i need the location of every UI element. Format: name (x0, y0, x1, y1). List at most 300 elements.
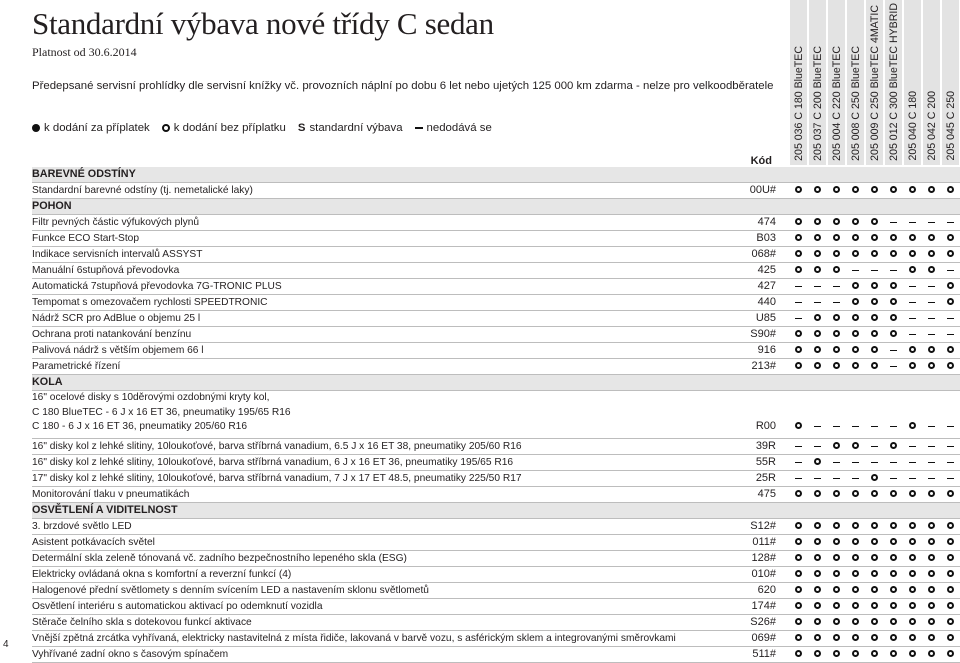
availability-cell (809, 519, 826, 534)
availability-cell (923, 455, 940, 470)
ring-dot-icon (928, 602, 935, 609)
ring-dot-icon (909, 570, 916, 577)
availability-cell (828, 583, 845, 598)
option-code: 475 (757, 488, 776, 500)
availability-cell (885, 295, 902, 310)
ring-dot-icon (890, 522, 897, 529)
dash-icon (852, 478, 859, 479)
ring-dot-icon (852, 234, 859, 241)
model-column-header (923, 0, 940, 165)
availability-cell (809, 599, 826, 614)
availability-cell (942, 535, 959, 550)
ring-dot-icon (871, 618, 878, 625)
availability-cell (847, 631, 864, 646)
option-code: 511# (752, 648, 776, 660)
ring-dot-icon (909, 362, 916, 369)
table-row (32, 327, 960, 343)
availability-cell (904, 231, 921, 246)
dash-icon (795, 286, 802, 287)
code-column-header: Kód (750, 155, 772, 167)
availability-cell (809, 183, 826, 198)
availability-cell (847, 583, 864, 598)
availability-cell (942, 583, 959, 598)
ring-dot-icon (947, 602, 954, 609)
availability-cell (790, 583, 807, 598)
ring-dot-icon (871, 282, 878, 289)
availability-cell (828, 471, 845, 486)
ring-dot-icon (795, 586, 802, 593)
availability-cell (847, 215, 864, 230)
ring-dot-icon (852, 634, 859, 641)
availability-cell (790, 343, 807, 358)
ring-dot-icon (909, 602, 916, 609)
dash-icon (852, 426, 859, 427)
dash-icon (833, 286, 840, 287)
availability-cell (809, 439, 826, 454)
availability-cell (942, 419, 959, 434)
availability-cell (923, 615, 940, 630)
model-column-label: 205 040 C 180 (907, 91, 919, 161)
availability-cell (790, 535, 807, 550)
option-code: 128# (751, 552, 776, 564)
ring-dot-icon (833, 218, 840, 225)
availability-cell (790, 599, 807, 614)
availability-cell (828, 615, 845, 630)
ring-dot-icon (947, 346, 954, 353)
ring-dot-icon (814, 218, 821, 225)
ring-dot-icon (890, 538, 897, 545)
availability-cell (790, 487, 807, 502)
ring-dot-icon (871, 586, 878, 593)
availability-cell (923, 327, 940, 342)
ring-dot-icon (890, 570, 897, 577)
availability-cell (923, 535, 940, 550)
availability-cell (942, 327, 959, 342)
ring-dot-icon (852, 314, 859, 321)
ring-dot-icon (928, 186, 935, 193)
availability-cell (809, 231, 826, 246)
ring-dot-icon (890, 602, 897, 609)
dash-icon (947, 446, 954, 447)
availability-cell (809, 631, 826, 646)
availability-cell (847, 439, 864, 454)
table-row (32, 295, 960, 311)
model-column-header (790, 0, 807, 165)
availability-cell (809, 455, 826, 470)
dash-icon (795, 446, 802, 447)
ring-dot-icon (871, 634, 878, 641)
availability-cell (923, 295, 940, 310)
equipment-table (32, 167, 960, 663)
ring-dot-icon (814, 570, 821, 577)
ring-dot-icon (833, 538, 840, 545)
availability-cell (904, 295, 921, 310)
availability-cell (828, 419, 845, 434)
availability-cell (866, 247, 883, 262)
model-column-label: 205 012 C 300 BlueTEC HYBRID (888, 3, 900, 161)
ring-dot-icon (833, 250, 840, 257)
availability-cell (809, 471, 826, 486)
ring-dot-icon (928, 538, 935, 545)
option-code: B03 (756, 232, 776, 244)
availability-cell (904, 471, 921, 486)
legend-label: k dodání za příplatek (44, 122, 150, 134)
dash-icon (928, 302, 935, 303)
availability-cell (904, 279, 921, 294)
ring-dot-icon (833, 330, 840, 337)
legend (32, 122, 504, 134)
legend-label: k dodání bez příplatku (173, 122, 286, 134)
ring-dot-icon (890, 490, 897, 497)
equipment-label: Vyhřívané zadní okno s časovým spínačem (32, 649, 229, 660)
availability-cell (923, 215, 940, 230)
legend-item-standard (298, 122, 403, 134)
ring-dot-icon (833, 186, 840, 193)
availability-cell (809, 343, 826, 358)
availability-cell (828, 183, 845, 198)
availability-cell (847, 231, 864, 246)
ring-dot-icon (833, 586, 840, 593)
availability-cell (790, 419, 807, 434)
equipment-label: Halogenové přední světlomety s denním svícením LED a nastavením sklonu světlometů (32, 585, 429, 596)
ring-dot-icon (909, 422, 916, 429)
availability-cell (866, 343, 883, 358)
equipment-label: Standardní barevné odstíny (tj. nemetalické laky) (32, 185, 253, 196)
availability-cell (942, 487, 959, 502)
availability-cell (809, 615, 826, 630)
dash-icon (928, 318, 935, 319)
availability-cell (847, 183, 864, 198)
ring-dot-icon (814, 362, 821, 369)
ring-dot-icon (795, 422, 802, 429)
ring-dot-icon (814, 634, 821, 641)
availability-cell (866, 455, 883, 470)
section-label: BAREVNÉ ODSTÍNY (32, 168, 136, 180)
ring-dot-icon (814, 490, 821, 497)
table-row (32, 183, 960, 199)
section-header (32, 375, 960, 391)
availability-cell (809, 647, 826, 662)
availability-cell (885, 647, 902, 662)
availability-cell (923, 263, 940, 278)
dash-icon (890, 366, 897, 367)
section-label: POHON (32, 200, 72, 212)
availability-cell (885, 535, 902, 550)
availability-cell (885, 455, 902, 470)
availability-cell (790, 311, 807, 326)
availability-cell (885, 359, 902, 374)
dash-icon (928, 478, 935, 479)
availability-cell (866, 519, 883, 534)
dash-icon (814, 286, 821, 287)
ring-dot-icon (833, 554, 840, 561)
table-row (32, 263, 960, 279)
availability-cell (942, 551, 959, 566)
legend-label: nedodává se (426, 122, 492, 134)
availability-cell (923, 183, 940, 198)
ring-dot-icon (871, 362, 878, 369)
ring-dot-icon (852, 362, 859, 369)
equipment-label: 3. brzdové světlo LED (32, 521, 132, 532)
ring-dot-icon (795, 650, 802, 657)
availability-cell (866, 567, 883, 582)
dash-icon (890, 426, 897, 427)
model-column-header (847, 0, 864, 165)
availability-cell (904, 487, 921, 502)
ring-dot-icon (852, 522, 859, 529)
availability-cell (923, 551, 940, 566)
availability-cell (942, 519, 959, 534)
availability-cell (942, 471, 959, 486)
table-row (32, 631, 960, 647)
model-column-header (942, 0, 959, 165)
availability-cell (866, 551, 883, 566)
availability-cell (904, 439, 921, 454)
ring-dot-icon (833, 314, 840, 321)
availability-cell (809, 535, 826, 550)
ring-dot-icon (852, 250, 859, 257)
availability-cell (866, 295, 883, 310)
dash-icon (909, 286, 916, 287)
ring-dot-icon (833, 490, 840, 497)
ring-dot-icon (890, 298, 897, 305)
ring-dot-icon (928, 618, 935, 625)
availability-cell (866, 471, 883, 486)
ring-dot-icon (928, 554, 935, 561)
ring-dot-icon (909, 634, 916, 641)
option-code: 213# (751, 360, 776, 372)
option-code: 440 (757, 296, 776, 308)
ring-dot-icon (947, 634, 954, 641)
ring-dot-icon (871, 314, 878, 321)
availability-cell (923, 631, 940, 646)
table-row (32, 551, 960, 567)
ring-dot-icon (852, 554, 859, 561)
availability-cell (790, 231, 807, 246)
availability-cell (809, 279, 826, 294)
availability-cell (942, 455, 959, 470)
availability-cell (904, 215, 921, 230)
ring-dot-icon (890, 586, 897, 593)
availability-cell (885, 311, 902, 326)
availability-cell (923, 471, 940, 486)
ring-dot-icon (833, 522, 840, 529)
ring-dot-icon (947, 570, 954, 577)
availability-cell (904, 419, 921, 434)
ring-dot-icon (890, 314, 897, 321)
dash-icon (909, 318, 916, 319)
availability-cell (809, 311, 826, 326)
availability-cell (866, 359, 883, 374)
availability-cell (885, 519, 902, 534)
dash-icon (928, 462, 935, 463)
option-code: 011# (752, 536, 776, 548)
equipment-label: Nádrž SCR pro AdBlue o objemu 25 l (32, 313, 201, 324)
ring-dot-icon (833, 346, 840, 353)
ring-dot-icon (871, 234, 878, 241)
ring-dot-icon (795, 570, 802, 577)
availability-cell (790, 631, 807, 646)
ring-dot-icon (909, 490, 916, 497)
table-row (32, 567, 960, 583)
availability-cell (923, 311, 940, 326)
ring-dot-icon (947, 522, 954, 529)
availability-cell (866, 615, 883, 630)
ring-dot-icon (795, 538, 802, 545)
ring-dot-icon (890, 186, 897, 193)
table-row (32, 439, 960, 455)
option-code: 010# (751, 568, 776, 580)
availability-cell (790, 455, 807, 470)
ring-dot-icon (814, 602, 821, 609)
table-row (32, 215, 960, 231)
availability-cell (828, 519, 845, 534)
table-row (32, 231, 960, 247)
availability-cell (809, 215, 826, 230)
availability-cell (828, 487, 845, 502)
availability-cell (847, 359, 864, 374)
dash-icon (871, 446, 878, 447)
availability-cell (790, 615, 807, 630)
availability-cell (828, 359, 845, 374)
ring-dot-icon (871, 330, 878, 337)
table-row (32, 391, 960, 439)
availability-cell (847, 471, 864, 486)
ring-dot-icon (814, 266, 821, 273)
ring-dot-icon (852, 218, 859, 225)
ring-dot-icon (947, 250, 954, 257)
ring-dot-icon (833, 266, 840, 273)
equipment-label: Vnější zpětná zrcátka vyhřívaná, elektricky nastavitelná z místa řidiče, lakovaná v barvě vozu, s asférickým sklem a integrovanými směrovkami (32, 633, 676, 644)
section-header (32, 167, 960, 183)
legend-item-extra-cost (32, 122, 150, 134)
ring-dot-icon (852, 538, 859, 545)
legend-item-unavailable (415, 122, 492, 134)
availability-cell (790, 471, 807, 486)
availability-cell (923, 231, 940, 246)
availability-cell (790, 439, 807, 454)
ring-dot-icon (909, 234, 916, 241)
availability-cell (866, 327, 883, 342)
availability-cell (904, 359, 921, 374)
availability-cell (885, 631, 902, 646)
availability-cell (847, 263, 864, 278)
availability-cell (904, 247, 921, 262)
ring-dot-icon (162, 124, 170, 132)
ring-dot-icon (833, 442, 840, 449)
ring-dot-icon (947, 490, 954, 497)
equipment-label: 17" disky kol z lehké slitiny, 10loukoťové, barva stříbrná vanadium, 7 J x 17 ET 48.5, pneumatiky 225/50 R17 (32, 473, 522, 484)
model-column-label: 205 042 C 200 (926, 91, 938, 161)
availability-cell (828, 647, 845, 662)
ring-dot-icon (909, 586, 916, 593)
availability-cell (809, 327, 826, 342)
equipment-label: Indikace servisních intervalů ASSYST (32, 249, 203, 260)
availability-cell (809, 567, 826, 582)
ring-dot-icon (833, 570, 840, 577)
availability-cell (923, 583, 940, 598)
availability-cell (828, 567, 845, 582)
availability-cell (942, 215, 959, 230)
ring-dot-icon (795, 490, 802, 497)
ring-dot-icon (871, 538, 878, 545)
dash-icon (928, 286, 935, 287)
availability-cell (904, 583, 921, 598)
page-title: Standardní výbava nové třídy C sedan (32, 6, 494, 41)
availability-cell (790, 519, 807, 534)
dash-icon (947, 478, 954, 479)
ring-dot-icon (909, 522, 916, 529)
ring-dot-icon (833, 618, 840, 625)
ring-dot-icon (890, 442, 897, 449)
availability-cell (904, 615, 921, 630)
availability-cell (866, 599, 883, 614)
availability-cell (828, 455, 845, 470)
availability-cell (923, 487, 940, 502)
option-code: R00 (755, 420, 776, 432)
ring-dot-icon (871, 218, 878, 225)
ring-dot-icon (928, 250, 935, 257)
dash-icon (833, 426, 840, 427)
ring-dot-icon (871, 570, 878, 577)
availability-cell (904, 183, 921, 198)
availability-cell (904, 519, 921, 534)
availability-cell (847, 535, 864, 550)
availability-cell (847, 551, 864, 566)
availability-cell (847, 567, 864, 582)
availability-cell (828, 439, 845, 454)
availability-cell (866, 487, 883, 502)
equipment-label: Determální skla zeleně tónovaná vč. zadního bezpečnostního lepeného skla (ESG) (32, 553, 407, 564)
table-row (32, 487, 960, 503)
dash-icon (890, 222, 897, 223)
equipment-label: Funkce ECO Start-Stop (32, 233, 140, 244)
ring-dot-icon (947, 538, 954, 545)
availability-cell (942, 231, 959, 246)
dash-icon (928, 222, 935, 223)
ring-dot-icon (871, 522, 878, 529)
dash-icon (833, 478, 840, 479)
availability-cell (809, 359, 826, 374)
availability-cell (885, 583, 902, 598)
ring-dot-icon (890, 250, 897, 257)
ring-dot-icon (795, 634, 802, 641)
dash-icon (871, 426, 878, 427)
availability-cell (923, 519, 940, 534)
dash-icon (833, 462, 840, 463)
dash-icon (947, 318, 954, 319)
ring-dot-icon (852, 282, 859, 289)
ring-dot-icon (871, 474, 878, 481)
availability-cell (923, 419, 940, 434)
full-dot-icon (32, 124, 40, 132)
ring-dot-icon (833, 650, 840, 657)
availability-cell (942, 567, 959, 582)
availability-cell (828, 311, 845, 326)
equipment-label: Monitorování tlaku v pneumatikách (32, 489, 190, 500)
dash-icon (909, 446, 916, 447)
availability-cell (885, 439, 902, 454)
availability-cell (885, 567, 902, 582)
option-code: 427 (757, 280, 776, 292)
availability-cell (904, 311, 921, 326)
availability-cell (866, 215, 883, 230)
ring-dot-icon (890, 650, 897, 657)
legend-item-no-extra-cost (162, 122, 286, 134)
availability-cell (828, 631, 845, 646)
model-column-label: 205 004 C 220 BlueTEC (831, 46, 843, 161)
availability-cell (828, 599, 845, 614)
